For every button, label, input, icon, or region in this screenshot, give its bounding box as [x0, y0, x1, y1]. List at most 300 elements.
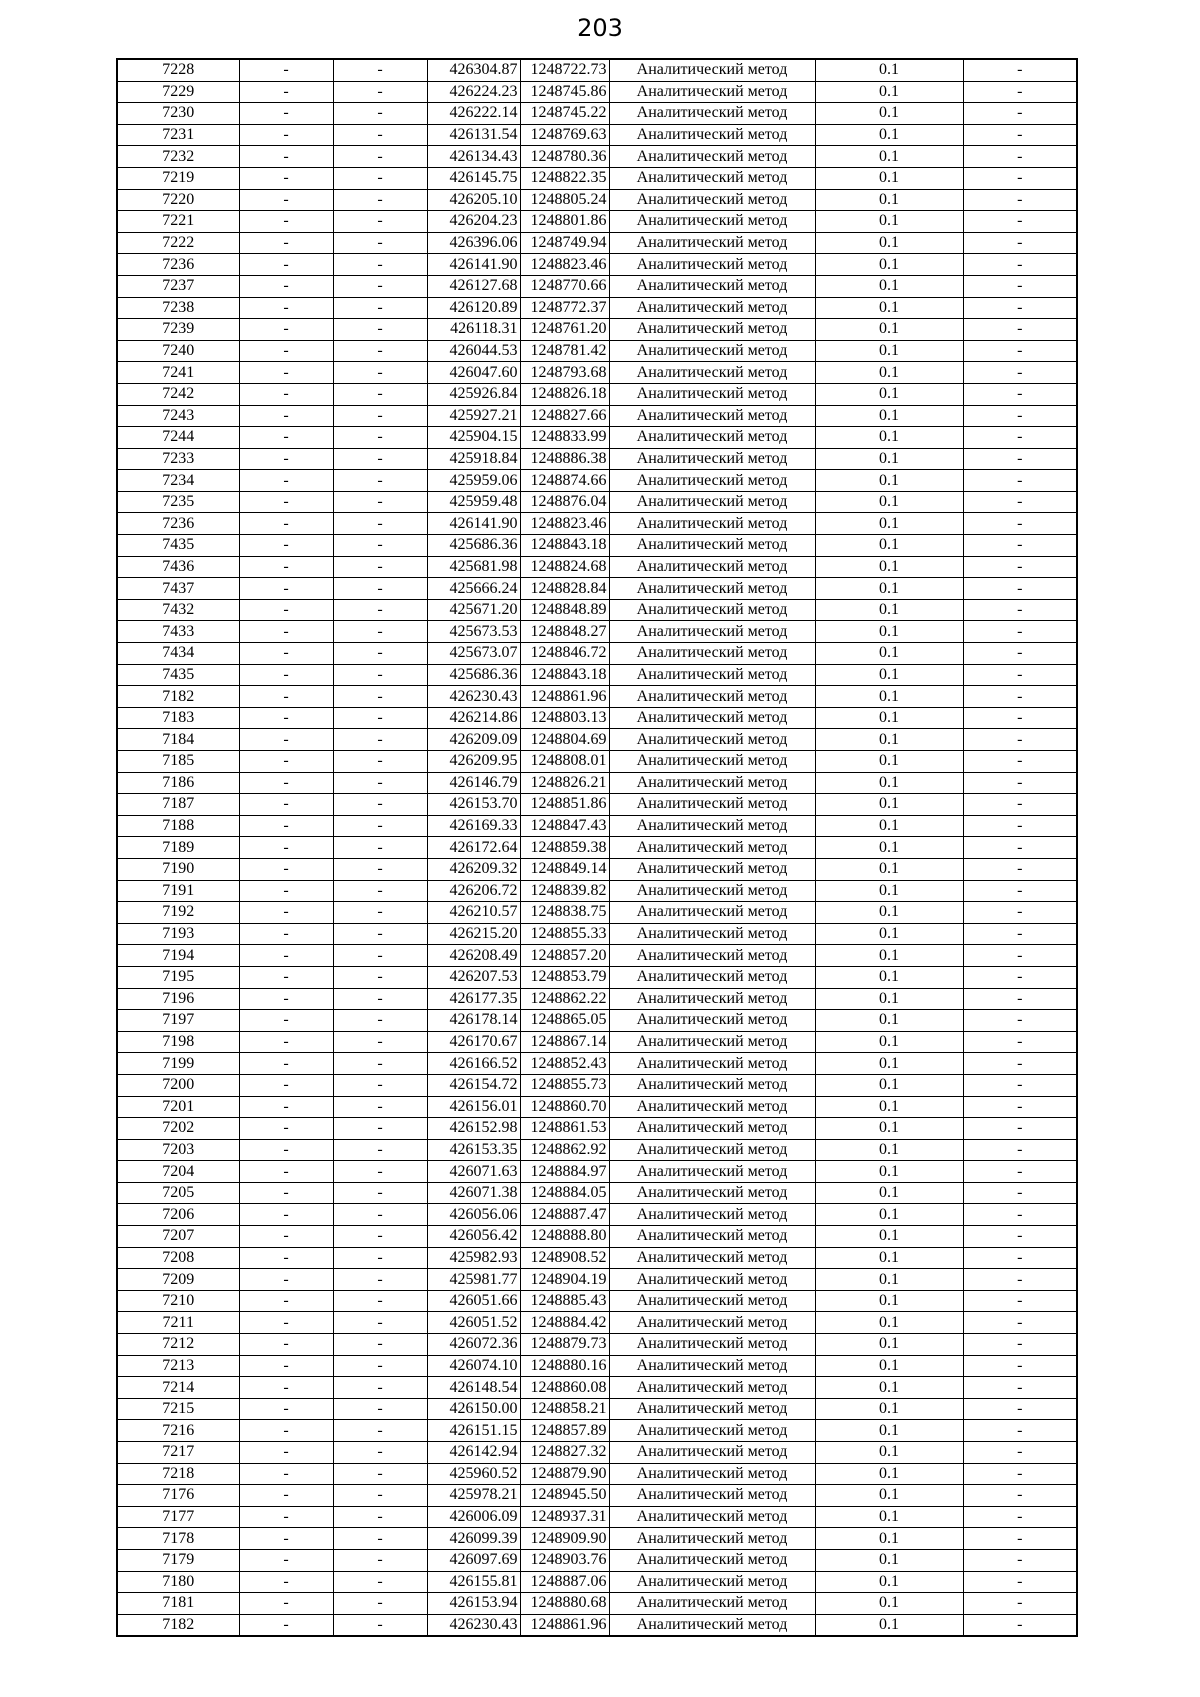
method-cell: Аналитический метод	[609, 1182, 815, 1204]
accuracy-cell: 0.1	[815, 1226, 963, 1248]
dash-cell: -	[333, 1074, 427, 1096]
accuracy-cell: 0.1	[815, 340, 963, 362]
y-coordinate-cell: 1248909.90	[520, 1528, 609, 1550]
table-row	[117, 599, 1077, 621]
x-coordinate-cell: 426153.70	[427, 794, 520, 816]
x-coordinate-cell: 426169.33	[427, 815, 520, 837]
dash-cell: -	[333, 405, 427, 427]
table-row	[117, 988, 1077, 1010]
y-coordinate-cell: 1248805.24	[520, 189, 609, 211]
dash-cell: -	[333, 1442, 427, 1464]
method-cell: Аналитический метод	[609, 707, 815, 729]
y-coordinate-cell: 1248865.05	[520, 1010, 609, 1032]
accuracy-cell: 0.1	[815, 383, 963, 405]
x-coordinate-cell: 426131.54	[427, 124, 520, 146]
dash-cell: -	[333, 59, 427, 81]
x-coordinate-cell: 426170.67	[427, 1031, 520, 1053]
x-coordinate-cell: 426071.63	[427, 1161, 520, 1183]
dash-cell: -	[963, 1118, 1077, 1140]
point-number-cell: 7198	[117, 1031, 239, 1053]
point-number-cell: 7213	[117, 1355, 239, 1377]
table-row	[117, 1549, 1077, 1571]
dash-cell: -	[239, 664, 333, 686]
x-coordinate-cell: 426056.06	[427, 1204, 520, 1226]
x-coordinate-cell: 426177.35	[427, 988, 520, 1010]
dash-cell: -	[333, 1355, 427, 1377]
dash-cell: -	[333, 1031, 427, 1053]
table-row	[117, 966, 1077, 988]
dash-cell: -	[963, 362, 1077, 384]
dash-cell: -	[239, 837, 333, 859]
dash-cell: -	[333, 686, 427, 708]
dash-cell: -	[333, 1290, 427, 1312]
y-coordinate-cell: 1248846.72	[520, 643, 609, 665]
table-row	[117, 1463, 1077, 1485]
dash-cell: -	[333, 599, 427, 621]
method-cell: Аналитический метод	[609, 556, 815, 578]
y-coordinate-cell: 1248848.27	[520, 621, 609, 643]
dash-cell: -	[963, 945, 1077, 967]
x-coordinate-cell: 426074.10	[427, 1355, 520, 1377]
accuracy-cell: 0.1	[815, 1420, 963, 1442]
method-cell: Аналитический метод	[609, 1463, 815, 1485]
method-cell: Аналитический метод	[609, 880, 815, 902]
method-cell: Аналитический метод	[609, 1118, 815, 1140]
accuracy-cell: 0.1	[815, 621, 963, 643]
dash-cell: -	[239, 1247, 333, 1269]
dash-cell: -	[333, 1139, 427, 1161]
dash-cell: -	[963, 383, 1077, 405]
accuracy-cell: 0.1	[815, 1506, 963, 1528]
dash-cell: -	[963, 729, 1077, 751]
x-coordinate-cell: 426304.87	[427, 59, 520, 81]
dash-cell: -	[963, 923, 1077, 945]
x-coordinate-cell: 426044.53	[427, 340, 520, 362]
dash-cell: -	[239, 945, 333, 967]
table-row	[117, 1593, 1077, 1615]
point-number-cell: 7242	[117, 383, 239, 405]
dash-cell: -	[333, 751, 427, 773]
point-number-cell: 7244	[117, 427, 239, 449]
dash-cell: -	[239, 513, 333, 535]
table-row	[117, 772, 1077, 794]
table-row	[117, 1312, 1077, 1334]
dash-cell: -	[963, 1528, 1077, 1550]
x-coordinate-cell: 426145.75	[427, 167, 520, 189]
dash-cell: -	[239, 686, 333, 708]
dash-cell: -	[963, 1614, 1077, 1636]
dash-cell: -	[239, 340, 333, 362]
dash-cell: -	[963, 211, 1077, 233]
table-row	[117, 1031, 1077, 1053]
dash-cell: -	[239, 643, 333, 665]
point-number-cell: 7191	[117, 880, 239, 902]
y-coordinate-cell: 1248857.89	[520, 1420, 609, 1442]
dash-cell: -	[333, 211, 427, 233]
y-coordinate-cell: 1248823.46	[520, 513, 609, 535]
accuracy-cell: 0.1	[815, 686, 963, 708]
accuracy-cell: 0.1	[815, 297, 963, 319]
y-coordinate-cell: 1248884.05	[520, 1182, 609, 1204]
table-row	[117, 1204, 1077, 1226]
point-number-cell: 7176	[117, 1485, 239, 1507]
point-number-cell: 7185	[117, 751, 239, 773]
table-row	[117, 448, 1077, 470]
dash-cell: -	[963, 491, 1077, 513]
y-coordinate-cell: 1248843.18	[520, 664, 609, 686]
method-cell: Аналитический метод	[609, 1226, 815, 1248]
x-coordinate-cell: 426154.72	[427, 1074, 520, 1096]
accuracy-cell: 0.1	[815, 1442, 963, 1464]
method-cell: Аналитический метод	[609, 1334, 815, 1356]
method-cell: Аналитический метод	[609, 124, 815, 146]
accuracy-cell: 0.1	[815, 1053, 963, 1075]
accuracy-cell: 0.1	[815, 448, 963, 470]
dash-cell: -	[333, 146, 427, 168]
table-row	[117, 1247, 1077, 1269]
dash-cell: -	[333, 1614, 427, 1636]
method-cell: Аналитический метод	[609, 1096, 815, 1118]
dash-cell: -	[333, 491, 427, 513]
accuracy-cell: 0.1	[815, 1139, 963, 1161]
accuracy-cell: 0.1	[815, 664, 963, 686]
accuracy-cell: 0.1	[815, 1528, 963, 1550]
point-number-cell: 7190	[117, 858, 239, 880]
y-coordinate-cell: 1248862.92	[520, 1139, 609, 1161]
accuracy-cell: 0.1	[815, 211, 963, 233]
dash-cell: -	[239, 81, 333, 103]
table-row	[117, 383, 1077, 405]
point-number-cell: 7186	[117, 772, 239, 794]
dash-cell: -	[239, 1010, 333, 1032]
dash-cell: -	[963, 448, 1077, 470]
method-cell: Аналитический метод	[609, 297, 815, 319]
dash-cell: -	[963, 513, 1077, 535]
x-coordinate-cell: 426230.43	[427, 686, 520, 708]
accuracy-cell: 0.1	[815, 923, 963, 945]
dash-cell: -	[963, 1139, 1077, 1161]
method-cell: Аналитический метод	[609, 1442, 815, 1464]
dash-cell: -	[239, 1226, 333, 1248]
y-coordinate-cell: 1248824.68	[520, 556, 609, 578]
point-number-cell: 7206	[117, 1204, 239, 1226]
dash-cell: -	[239, 707, 333, 729]
method-cell: Аналитический метод	[609, 448, 815, 470]
accuracy-cell: 0.1	[815, 1010, 963, 1032]
dash-cell: -	[333, 945, 427, 967]
method-cell: Аналитический метод	[609, 1571, 815, 1593]
dash-cell: -	[239, 1139, 333, 1161]
accuracy-cell: 0.1	[815, 513, 963, 535]
dash-cell: -	[333, 103, 427, 125]
method-cell: Аналитический метод	[609, 599, 815, 621]
dash-cell: -	[239, 297, 333, 319]
table-row	[117, 837, 1077, 859]
x-coordinate-cell: 426097.69	[427, 1549, 520, 1571]
y-coordinate-cell: 1248885.43	[520, 1290, 609, 1312]
accuracy-cell: 0.1	[815, 1377, 963, 1399]
dash-cell: -	[333, 427, 427, 449]
dash-cell: -	[333, 81, 427, 103]
accuracy-cell: 0.1	[815, 751, 963, 773]
method-cell: Аналитический метод	[609, 578, 815, 600]
dash-cell: -	[333, 729, 427, 751]
point-number-cell: 7182	[117, 686, 239, 708]
dash-cell: -	[333, 1161, 427, 1183]
dash-cell: -	[333, 578, 427, 600]
y-coordinate-cell: 1248833.99	[520, 427, 609, 449]
table-row	[117, 1571, 1077, 1593]
dash-cell: -	[963, 1290, 1077, 1312]
dash-cell: -	[333, 1269, 427, 1291]
point-number-cell: 7236	[117, 254, 239, 276]
accuracy-cell: 0.1	[815, 59, 963, 81]
y-coordinate-cell: 1248770.66	[520, 275, 609, 297]
x-coordinate-cell: 425671.20	[427, 599, 520, 621]
x-coordinate-cell: 426006.09	[427, 1506, 520, 1528]
x-coordinate-cell: 425673.53	[427, 621, 520, 643]
y-coordinate-cell: 1248749.94	[520, 232, 609, 254]
point-number-cell: 7184	[117, 729, 239, 751]
x-coordinate-cell: 426166.52	[427, 1053, 520, 1075]
dash-cell: -	[963, 858, 1077, 880]
dash-cell: -	[963, 340, 1077, 362]
y-coordinate-cell: 1248904.19	[520, 1269, 609, 1291]
point-number-cell: 7239	[117, 319, 239, 341]
dash-cell: -	[239, 103, 333, 125]
dash-cell: -	[963, 578, 1077, 600]
y-coordinate-cell: 1248801.86	[520, 211, 609, 233]
dash-cell: -	[239, 189, 333, 211]
dash-cell: -	[963, 427, 1077, 449]
y-coordinate-cell: 1248860.70	[520, 1096, 609, 1118]
accuracy-cell: 0.1	[815, 815, 963, 837]
method-cell: Аналитический метод	[609, 362, 815, 384]
dash-cell: -	[333, 1182, 427, 1204]
y-coordinate-cell: 1248839.82	[520, 880, 609, 902]
y-coordinate-cell: 1248855.73	[520, 1074, 609, 1096]
point-number-cell: 7236	[117, 513, 239, 535]
accuracy-cell: 0.1	[815, 837, 963, 859]
point-number-cell: 7230	[117, 103, 239, 125]
dash-cell: -	[963, 556, 1077, 578]
x-coordinate-cell: 426207.53	[427, 966, 520, 988]
dash-cell: -	[963, 772, 1077, 794]
x-coordinate-cell: 425666.24	[427, 578, 520, 600]
dash-cell: -	[963, 880, 1077, 902]
point-number-cell: 7205	[117, 1182, 239, 1204]
method-cell: Аналитический метод	[609, 103, 815, 125]
table-row	[117, 535, 1077, 557]
dash-cell: -	[963, 707, 1077, 729]
x-coordinate-cell: 426150.00	[427, 1398, 520, 1420]
method-cell: Аналитический метод	[609, 1614, 815, 1636]
method-cell: Аналитический метод	[609, 275, 815, 297]
dash-cell: -	[333, 189, 427, 211]
dash-cell: -	[239, 1398, 333, 1420]
dash-cell: -	[239, 966, 333, 988]
point-number-cell: 7182	[117, 1614, 239, 1636]
y-coordinate-cell: 1248827.66	[520, 405, 609, 427]
x-coordinate-cell: 426205.10	[427, 189, 520, 211]
dash-cell: -	[333, 966, 427, 988]
dash-cell: -	[239, 124, 333, 146]
dash-cell: -	[333, 815, 427, 837]
point-number-cell: 7179	[117, 1549, 239, 1571]
accuracy-cell: 0.1	[815, 427, 963, 449]
dash-cell: -	[963, 1420, 1077, 1442]
point-number-cell: 7202	[117, 1118, 239, 1140]
dash-cell: -	[239, 319, 333, 341]
y-coordinate-cell: 1248826.18	[520, 383, 609, 405]
point-number-cell: 7183	[117, 707, 239, 729]
dash-cell: -	[239, 599, 333, 621]
accuracy-cell: 0.1	[815, 124, 963, 146]
dash-cell: -	[963, 1398, 1077, 1420]
point-number-cell: 7241	[117, 362, 239, 384]
table-row	[117, 1118, 1077, 1140]
y-coordinate-cell: 1248849.14	[520, 858, 609, 880]
dash-cell: -	[239, 1614, 333, 1636]
method-cell: Аналитический метод	[609, 1053, 815, 1075]
dash-cell: -	[239, 405, 333, 427]
dash-cell: -	[333, 124, 427, 146]
table-row	[117, 815, 1077, 837]
dash-cell: -	[333, 1377, 427, 1399]
dash-cell: -	[239, 167, 333, 189]
dash-cell: -	[239, 1118, 333, 1140]
accuracy-cell: 0.1	[815, 362, 963, 384]
dash-cell: -	[333, 232, 427, 254]
accuracy-cell: 0.1	[815, 1334, 963, 1356]
accuracy-cell: 0.1	[815, 556, 963, 578]
dash-cell: -	[963, 1312, 1077, 1334]
point-number-cell: 7235	[117, 491, 239, 513]
table-row	[117, 1010, 1077, 1032]
dash-cell: -	[963, 1571, 1077, 1593]
dash-cell: -	[333, 1420, 427, 1442]
x-coordinate-cell: 425686.36	[427, 664, 520, 686]
y-coordinate-cell: 1248859.38	[520, 837, 609, 859]
table-row	[117, 1442, 1077, 1464]
y-coordinate-cell: 1248847.43	[520, 815, 609, 837]
x-coordinate-cell: 426051.52	[427, 1312, 520, 1334]
x-coordinate-cell: 426051.66	[427, 1290, 520, 1312]
x-coordinate-cell: 426224.23	[427, 81, 520, 103]
y-coordinate-cell: 1248827.32	[520, 1442, 609, 1464]
point-number-cell: 7195	[117, 966, 239, 988]
y-coordinate-cell: 1248826.21	[520, 772, 609, 794]
accuracy-cell: 0.1	[815, 1096, 963, 1118]
dash-cell: -	[333, 1485, 427, 1507]
dash-cell: -	[239, 794, 333, 816]
dash-cell: -	[963, 1593, 1077, 1615]
accuracy-cell: 0.1	[815, 1398, 963, 1420]
point-number-cell: 7204	[117, 1161, 239, 1183]
point-number-cell: 7209	[117, 1269, 239, 1291]
x-coordinate-cell: 426208.49	[427, 945, 520, 967]
dash-cell: -	[963, 103, 1077, 125]
point-number-cell: 7214	[117, 1377, 239, 1399]
accuracy-cell: 0.1	[815, 189, 963, 211]
dash-cell: -	[963, 1204, 1077, 1226]
dash-cell: -	[239, 1182, 333, 1204]
point-number-cell: 7200	[117, 1074, 239, 1096]
x-coordinate-cell: 426148.54	[427, 1377, 520, 1399]
y-coordinate-cell: 1248803.13	[520, 707, 609, 729]
table-row	[117, 1226, 1077, 1248]
table-row	[117, 1096, 1077, 1118]
table-row	[117, 211, 1077, 233]
table-row	[117, 1398, 1077, 1420]
dash-cell: -	[239, 254, 333, 276]
method-cell: Аналитический метод	[609, 1290, 815, 1312]
dash-cell: -	[333, 1247, 427, 1269]
point-number-cell: 7432	[117, 599, 239, 621]
method-cell: Аналитический метод	[609, 1485, 815, 1507]
dash-cell: -	[333, 1312, 427, 1334]
table-row	[117, 297, 1077, 319]
x-coordinate-cell: 425927.21	[427, 405, 520, 427]
point-number-cell: 7434	[117, 643, 239, 665]
x-coordinate-cell: 426209.32	[427, 858, 520, 880]
y-coordinate-cell: 1248867.14	[520, 1031, 609, 1053]
dash-cell: -	[239, 1290, 333, 1312]
point-number-cell: 7197	[117, 1010, 239, 1032]
accuracy-cell: 0.1	[815, 1355, 963, 1377]
accuracy-cell: 0.1	[815, 729, 963, 751]
dash-cell: -	[239, 470, 333, 492]
dash-cell: -	[333, 362, 427, 384]
y-coordinate-cell: 1248884.42	[520, 1312, 609, 1334]
dash-cell: -	[963, 988, 1077, 1010]
method-cell: Аналитический метод	[609, 1420, 815, 1442]
y-coordinate-cell: 1248822.35	[520, 167, 609, 189]
dash-cell: -	[963, 254, 1077, 276]
x-coordinate-cell: 425918.84	[427, 448, 520, 470]
x-coordinate-cell: 426214.86	[427, 707, 520, 729]
point-number-cell: 7238	[117, 297, 239, 319]
table-row	[117, 124, 1077, 146]
dash-cell: -	[239, 448, 333, 470]
dash-cell: -	[239, 1506, 333, 1528]
table-row	[117, 686, 1077, 708]
point-number-cell: 7435	[117, 535, 239, 557]
table-row	[117, 945, 1077, 967]
accuracy-cell: 0.1	[815, 988, 963, 1010]
table-row	[117, 858, 1077, 880]
x-coordinate-cell: 425681.98	[427, 556, 520, 578]
point-number-cell: 7180	[117, 1571, 239, 1593]
dash-cell: -	[239, 383, 333, 405]
x-coordinate-cell: 426153.35	[427, 1139, 520, 1161]
method-cell: Аналитический метод	[609, 621, 815, 643]
method-cell: Аналитический метод	[609, 945, 815, 967]
accuracy-cell: 0.1	[815, 945, 963, 967]
accuracy-cell: 0.1	[815, 966, 963, 988]
dash-cell: -	[333, 513, 427, 535]
x-coordinate-cell: 425904.15	[427, 427, 520, 449]
dash-cell: -	[963, 794, 1077, 816]
method-cell: Аналитический метод	[609, 254, 815, 276]
point-number-cell: 7181	[117, 1593, 239, 1615]
dash-cell: -	[333, 470, 427, 492]
table-row	[117, 340, 1077, 362]
dash-cell: -	[239, 923, 333, 945]
dash-cell: -	[239, 1031, 333, 1053]
table-row	[117, 1377, 1077, 1399]
method-cell: Аналитический метод	[609, 1031, 815, 1053]
